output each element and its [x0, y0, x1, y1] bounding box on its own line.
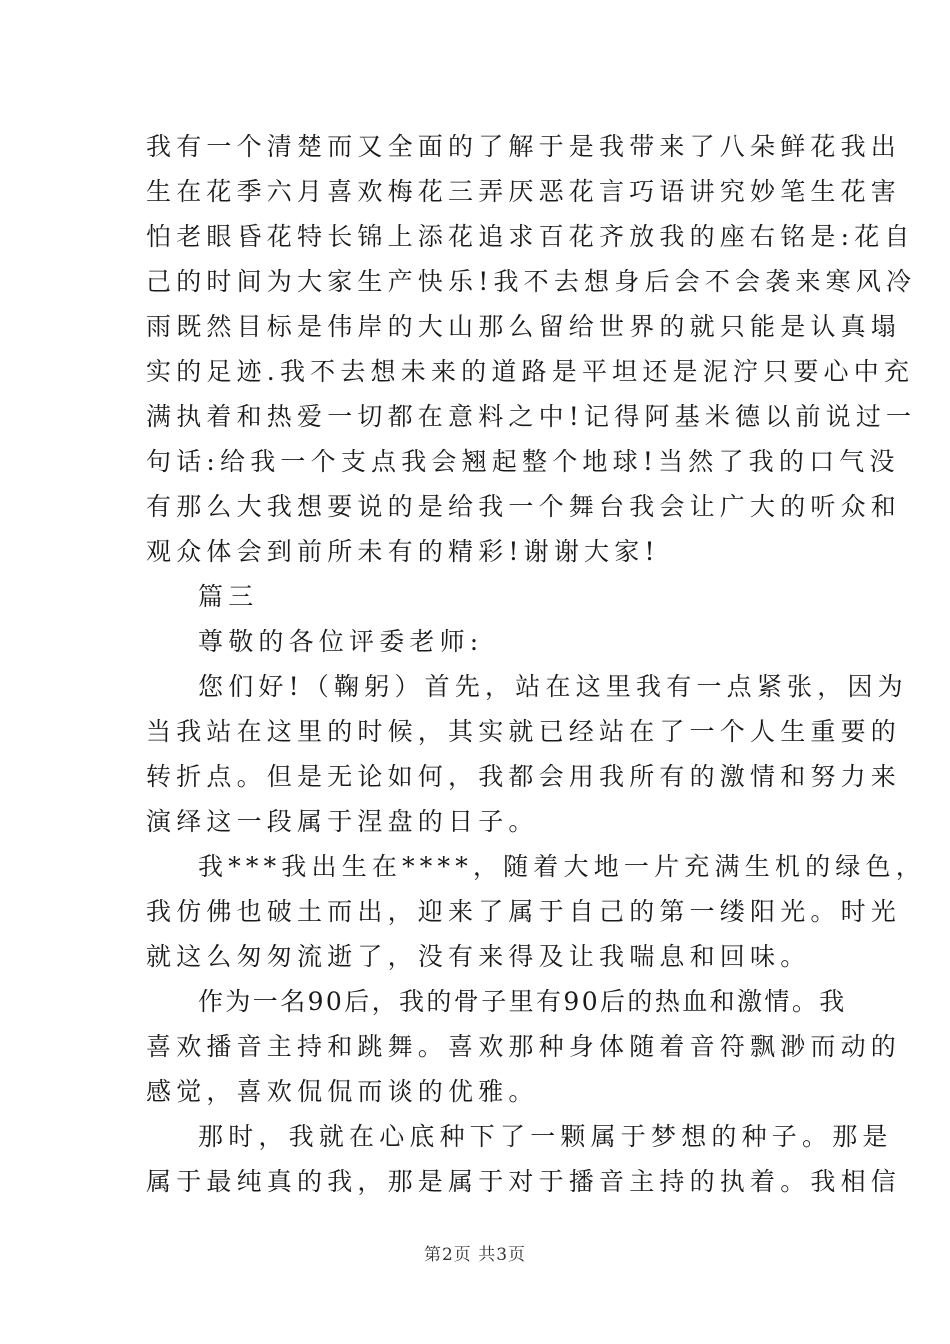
text-line: 句话:给我一个支点我会翘起整个地球!当然了我的口气没	[146, 447, 900, 476]
text-line: 属于最纯真的我，那是属于对于播音主持的执着。我相信	[146, 1167, 902, 1196]
text-line: 演绎这一段属于涅盘的日子。	[146, 807, 539, 836]
text-line: 怕老眼昏花特长锦上添花追求百花齐放我的座右铭是:花自	[146, 222, 915, 251]
text-line: 满执着和热爱一切都在意料之中!记得阿基米德以前说过一	[146, 402, 917, 431]
text-line: 己的时间为大家生产快乐!我不去想身后会不会袭来寒风冷	[146, 267, 917, 296]
text-line: 有那么大我想要说的是给我一个舞台我会让广大的听众和	[146, 492, 902, 521]
salutation: 尊敬的各位评委老师:	[198, 627, 484, 656]
text-line: 感觉，喜欢侃侃而谈的优雅。	[146, 1077, 539, 1106]
text-line: 喜欢播音主持和跳舞。喜欢那种身体随着音符飘渺而动的	[146, 1032, 902, 1061]
page-number-footer: 第2页 共3页	[423, 1245, 527, 1265]
text-line: 就这么匆匆流逝了，没有来得及让我喘息和回味。	[146, 942, 811, 971]
text-line: 我***我出生在****，随着大地一片充满生机的绿色，	[198, 852, 926, 881]
text-line: 当我站在这里的时候，其实就已经站在了一个人生重要的	[146, 717, 902, 746]
text-line: 观众体会到前所未有的精彩!谢谢大家!	[146, 537, 660, 566]
text-line: 实的足迹.我不去想未来的道路是平坦还是泥泞只要心中充	[146, 357, 915, 386]
document-body	[146, 124, 926, 1204]
text-line: 雨既然目标是伟岸的大山那么留给世界的就只能是认真塌	[146, 312, 902, 341]
text-line: 作为一名90后，我的骨子里有90后的热血和激情。我	[198, 987, 847, 1016]
text-line: 您们好!（鞠躬）首先，站在这里我有一点紧张，因为	[198, 672, 908, 701]
text-line: 我仿佛也破土而出，迎来了属于自己的第一缕阳光。时光	[146, 897, 902, 926]
text-line: 我有一个清楚而又全面的了解于是我带来了八朵鲜花我出	[146, 132, 902, 161]
section-heading: 篇三	[198, 582, 259, 611]
text-line: 生在花季六月喜欢梅花三弄厌恶花言巧语讲究妙笔生花害	[146, 177, 902, 206]
text-line: 转折点。但是无论如何，我都会用我所有的激情和努力来	[146, 762, 902, 791]
text-line: 那时，我就在心底种下了一颗属于梦想的种子。那是	[198, 1122, 893, 1151]
